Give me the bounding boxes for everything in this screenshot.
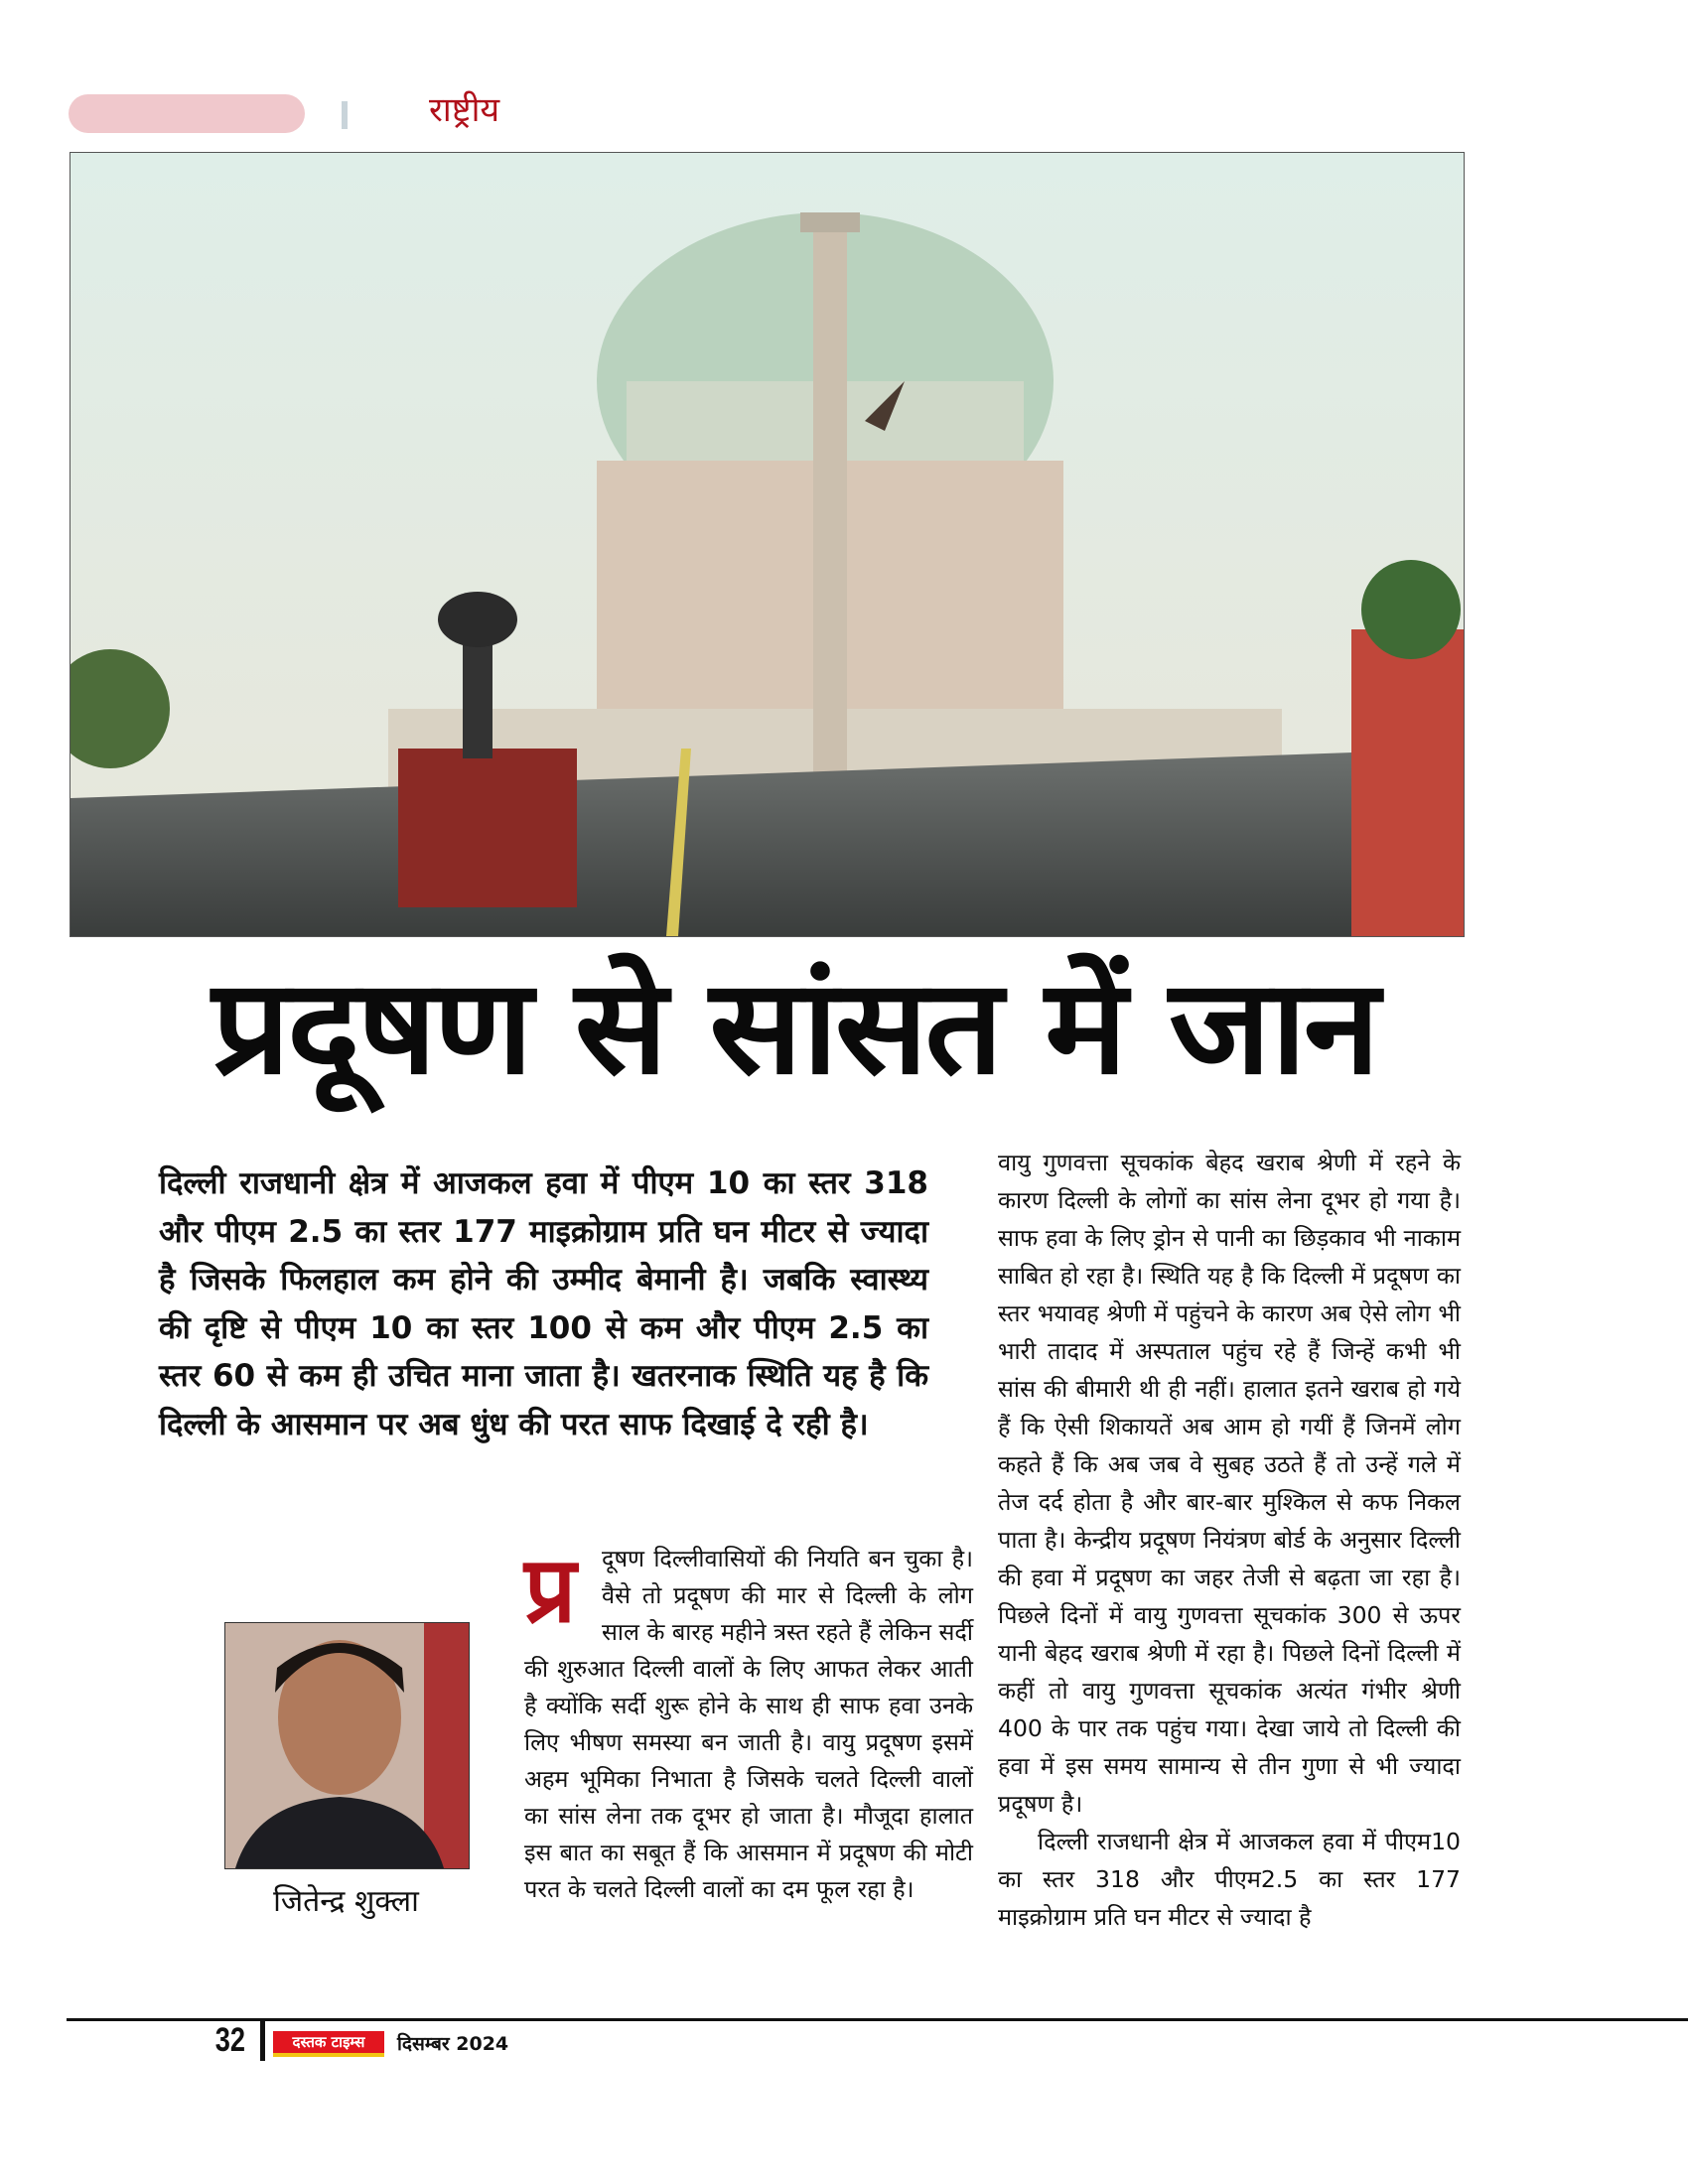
body-column-1	[524, 1537, 974, 1908]
drop-cap: प्र	[524, 1537, 577, 1643]
headline: प्रदूषण से सांसत में जान	[211, 951, 1377, 1104]
footer-divider	[260, 2021, 265, 2061]
body-column-2	[998, 1144, 1461, 1936]
footer-rule	[67, 2018, 1688, 2021]
header-divider	[342, 101, 348, 129]
issue-date: दिसम्बर 2024	[397, 2033, 509, 2055]
author-name: जितेन्द्र शुक्ला	[273, 1884, 419, 1919]
lead-photo	[70, 152, 1465, 937]
section-pill	[69, 94, 305, 133]
page-number: 32	[214, 2021, 246, 2059]
author-photo	[224, 1622, 470, 1869]
intro-paragraph: दिल्ली राजधानी क्षेत्र में आजकल हवा में पीएम 10 का स्तर 318 और पीएम 2.5 का स्तर 177 माइक्रोग्राम प्रति घन मीटर से ज्यादा है जिसके फिलहाल कम होने की उम्मीद बेमानी है। जबकि स्वास्थ्य की दृष्टि से पीएम 10 का स्तर 100 से कम और पीएम 2.5 का स्तर 60 से कम ही उचित माना जाता है। खतरनाक स्थिति यह है कि दिल्ली के आसमान पर अब धुंध की परत साफ दिखाई दे रही है।	[159, 1165, 928, 1442]
section-label: राष्ट्रीय	[429, 90, 500, 130]
body-text: दूषण दिल्लीवासियों की नियति बन चुका है। वैसे तो प्रदूषण की मार से दिल्ली के लोग साल के बारह महीने त्रस्त रहते हैं लेकिन सर्दी की शुरुआत दिल्ली वालों के लिए आफत लेकर आती है क्योंकि सर्दी शुरू होने के साथ ही साफ हवा उनके लिए भीषण समस्या बन जाती है। वायु प्रदूषण इसमें अहम भूमिका निभाता है जिसके चलते दिल्ली वालों का सांस लेना तक दूभर हो जाता है। मौजूदा हालात इस बात का सबूत हैं कि आसमान में प्रदूषण की मोटी परत के चलते दिल्ली वालों का दम फूल रहा है।	[524, 1545, 974, 1903]
magazine-logo: दस्तक टाइम्स	[273, 2031, 384, 2057]
body-paragraph: दिल्ली राजधानी क्षेत्र में आजकल हवा में पीएम10 का स्तर 318 और पीएम2.5 का स्तर 177 माइक्रोग्राम प्रति घन मीटर से ज्यादा है	[998, 1828, 1461, 1931]
body-paragraph: वायु गुणवत्ता सूचकांक बेहद खराब श्रेणी में रहने के कारण दिल्ली के लोगों का सांस लेना दूभर हो गया है। साफ हवा के लिए ड्रोन से पानी का छिड़काव भी नाकाम साबित हो रहा है। स्थिति यह है कि दिल्ली में प्रदूषण का स्तर भयावह श्रेणी में पहुंचने के कारण अब ऐसे लोग भी भारी तादाद में अस्पताल पहुंच रहे हैं जिन्हें कभी भी सांस की बीमारी थी ही नहीं। हालात इतने खराब हो गये हैं कि ऐसी शिकायतें अब आम हो गयीं हैं जिनमें लोग कहते हैं कि अब जब वे सुबह उठते हैं तो उन्हें गले में तेज दर्द होता है और बार-बार मुश्किल से कफ निकल पाता है। केन्द्रीय प्रदूषण नियंत्रण बोर्ड के अनुसार दिल्ली की हवा में प्रदूषण का जहर तेजी से बढ़ता जा रहा है। पिछले दिनों में वायु गुणवत्ता सूचकांक 300 से ऊपर यानी बेहद खराब श्रेणी में रहा है। पिछले दिनों दिल्ली में कहीं तो वायु गुणवत्ता सूचकांक अत्यंत गंभीर श्रेणी 400 के पार तक पहुंच गया। देखा जाये तो दिल्ली की हवा में इस समय सामान्य से तीन गुणा से भी ज्यादा प्रदूषण है।	[998, 1149, 1461, 1818]
